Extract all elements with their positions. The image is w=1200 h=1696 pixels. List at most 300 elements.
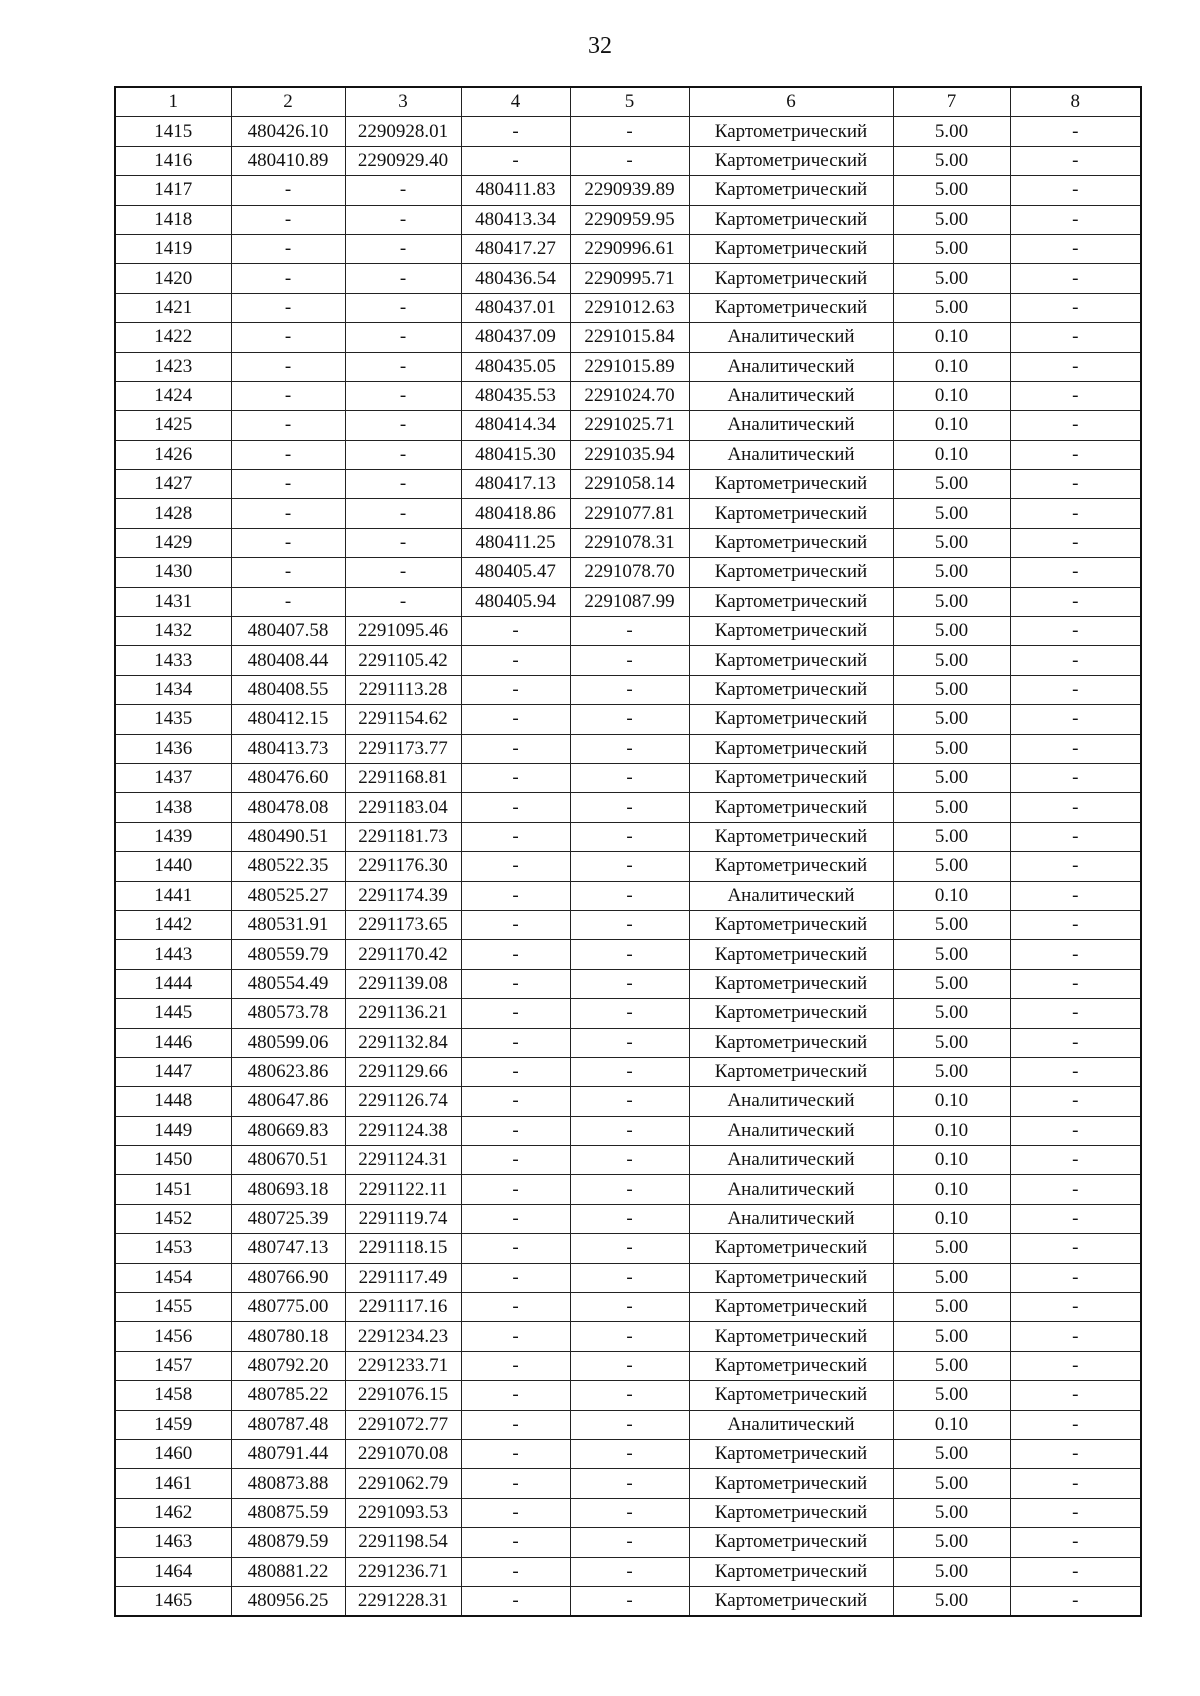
cell-y-coordinate-new: - (570, 1322, 689, 1351)
cell-note: - (1010, 1322, 1141, 1351)
cell-point-number: 1443 (115, 940, 231, 969)
cell-accuracy: 5.00 (893, 822, 1010, 851)
table-body (115, 117, 1141, 1616)
table-row (115, 1234, 1141, 1263)
cell-y-coordinate: - (345, 234, 461, 263)
page-number: 32 (588, 33, 612, 59)
cell-x-coordinate-new: 480437.01 (461, 293, 570, 322)
cell-x-coordinate: 480623.86 (231, 1057, 345, 1086)
cell-x-coordinate: 480426.10 (231, 117, 345, 146)
cell-x-coordinate: 480407.58 (231, 617, 345, 646)
cell-point-number: 1454 (115, 1263, 231, 1292)
cell-x-coordinate-new: 480414.34 (461, 411, 570, 440)
cell-x-coordinate: - (231, 381, 345, 410)
cell-note: - (1010, 234, 1141, 263)
cell-note: - (1010, 999, 1141, 1028)
table-row (115, 617, 1141, 646)
cell-accuracy: 5.00 (893, 1263, 1010, 1292)
cell-note: - (1010, 763, 1141, 792)
cell-y-coordinate: - (345, 293, 461, 322)
cell-accuracy: 0.10 (893, 440, 1010, 469)
cell-accuracy: 5.00 (893, 617, 1010, 646)
table-row (115, 940, 1141, 969)
cell-y-coordinate-new: - (570, 705, 689, 734)
cell-method: Картометрический (689, 822, 893, 851)
cell-x-coordinate: - (231, 528, 345, 557)
cell-point-number: 1450 (115, 1146, 231, 1175)
cell-x-coordinate: 480408.55 (231, 675, 345, 704)
cell-x-coordinate-new: 480405.94 (461, 587, 570, 616)
cell-y-coordinate: - (345, 381, 461, 410)
cell-method: Картометрический (689, 1028, 893, 1057)
cell-point-number: 1416 (115, 146, 231, 175)
cell-method: Картометрический (689, 1351, 893, 1380)
cell-point-number: 1440 (115, 852, 231, 881)
cell-y-coordinate: - (345, 205, 461, 234)
cell-point-number: 1429 (115, 528, 231, 557)
cell-note: - (1010, 587, 1141, 616)
cell-x-coordinate: - (231, 234, 345, 263)
table-row (115, 470, 1141, 499)
cell-x-coordinate: 480525.27 (231, 881, 345, 910)
cell-y-coordinate-new: - (570, 646, 689, 675)
cell-accuracy: 5.00 (893, 558, 1010, 587)
cell-point-number: 1463 (115, 1528, 231, 1557)
cell-x-coordinate: 480747.13 (231, 1234, 345, 1263)
cell-note: - (1010, 528, 1141, 557)
cell-note: - (1010, 1557, 1141, 1586)
cell-x-coordinate-new: - (461, 117, 570, 146)
cell-x-coordinate: - (231, 411, 345, 440)
cell-y-coordinate-new: - (570, 1087, 689, 1116)
cell-accuracy: 0.10 (893, 1410, 1010, 1439)
cell-x-coordinate-new: - (461, 822, 570, 851)
cell-y-coordinate-new: 2291012.63 (570, 293, 689, 322)
cell-method: Картометрический (689, 999, 893, 1028)
cell-method: Картометрический (689, 1557, 893, 1586)
cell-x-coordinate-new: 480435.53 (461, 381, 570, 410)
cell-x-coordinate-new: - (461, 1293, 570, 1322)
table-row (115, 117, 1141, 146)
cell-point-number: 1444 (115, 969, 231, 998)
cell-point-number: 1423 (115, 352, 231, 381)
cell-x-coordinate-new: 480436.54 (461, 264, 570, 293)
cell-point-number: 1462 (115, 1498, 231, 1527)
cell-method: Аналитический (689, 440, 893, 469)
cell-point-number: 1449 (115, 1116, 231, 1145)
cell-x-coordinate-new: - (461, 999, 570, 1028)
table-row (115, 293, 1141, 322)
cell-x-coordinate-new: 480417.27 (461, 234, 570, 263)
table-row (115, 1351, 1141, 1380)
cell-note: - (1010, 411, 1141, 440)
cell-x-coordinate-new: - (461, 705, 570, 734)
cell-note: - (1010, 1234, 1141, 1263)
table-row (115, 881, 1141, 910)
cell-y-coordinate: 2291118.15 (345, 1234, 461, 1263)
cell-x-coordinate-new: - (461, 1234, 570, 1263)
cell-accuracy: 0.10 (893, 381, 1010, 410)
cell-method: Картометрический (689, 940, 893, 969)
cell-point-number: 1442 (115, 910, 231, 939)
column-header-3: 3 (345, 87, 461, 117)
table-row (115, 705, 1141, 734)
table-row (115, 969, 1141, 998)
cell-point-number: 1452 (115, 1204, 231, 1233)
cell-accuracy: 0.10 (893, 1146, 1010, 1175)
table-row (115, 1087, 1141, 1116)
cell-point-number: 1430 (115, 558, 231, 587)
cell-accuracy: 5.00 (893, 499, 1010, 528)
cell-x-coordinate: 480410.89 (231, 146, 345, 175)
cell-x-coordinate: - (231, 440, 345, 469)
cell-y-coordinate: 2291126.74 (345, 1087, 461, 1116)
cell-x-coordinate-new: - (461, 1028, 570, 1057)
cell-accuracy: 5.00 (893, 1528, 1010, 1557)
cell-point-number: 1457 (115, 1351, 231, 1380)
cell-x-coordinate-new: - (461, 1322, 570, 1351)
cell-y-coordinate: 2290928.01 (345, 117, 461, 146)
cell-x-coordinate: 480490.51 (231, 822, 345, 851)
cell-note: - (1010, 881, 1141, 910)
cell-note: - (1010, 1293, 1141, 1322)
cell-accuracy: 0.10 (893, 1087, 1010, 1116)
cell-y-coordinate-new: - (570, 1175, 689, 1204)
cell-x-coordinate-new: - (461, 1116, 570, 1145)
cell-method: Картометрический (689, 1057, 893, 1086)
cell-point-number: 1464 (115, 1557, 231, 1586)
cell-x-coordinate-new: - (461, 617, 570, 646)
table-row (115, 264, 1141, 293)
cell-y-coordinate-new: - (570, 822, 689, 851)
cell-y-coordinate: 2291062.79 (345, 1469, 461, 1498)
cell-method: Аналитический (689, 1087, 893, 1116)
cell-x-coordinate-new: - (461, 1439, 570, 1468)
table-row (115, 1439, 1141, 1468)
cell-method: Картометрический (689, 1586, 893, 1616)
cell-y-coordinate-new: 2291015.89 (570, 352, 689, 381)
cell-note: - (1010, 1439, 1141, 1468)
cell-x-coordinate-new: - (461, 763, 570, 792)
cell-x-coordinate: 480478.08 (231, 793, 345, 822)
cell-note: - (1010, 205, 1141, 234)
cell-accuracy: 0.10 (893, 411, 1010, 440)
cell-y-coordinate-new: - (570, 1146, 689, 1175)
cell-method: Картометрический (689, 793, 893, 822)
cell-x-coordinate: - (231, 323, 345, 352)
cell-y-coordinate-new: - (570, 763, 689, 792)
cell-method: Картометрический (689, 264, 893, 293)
cell-note: - (1010, 264, 1141, 293)
table-row (115, 675, 1141, 704)
cell-x-coordinate-new: 480411.25 (461, 528, 570, 557)
cell-point-number: 1418 (115, 205, 231, 234)
cell-method: Аналитический (689, 881, 893, 910)
cell-y-coordinate: 2291129.66 (345, 1057, 461, 1086)
cell-note: - (1010, 940, 1141, 969)
cell-method: Аналитический (689, 1116, 893, 1145)
table-row (115, 205, 1141, 234)
cell-x-coordinate: 480791.44 (231, 1439, 345, 1468)
cell-y-coordinate-new: - (570, 1116, 689, 1145)
cell-x-coordinate: - (231, 205, 345, 234)
cell-method: Картометрический (689, 1439, 893, 1468)
cell-note: - (1010, 323, 1141, 352)
cell-note: - (1010, 1028, 1141, 1057)
cell-y-coordinate: 2291124.38 (345, 1116, 461, 1145)
cell-accuracy: 5.00 (893, 1439, 1010, 1468)
cell-accuracy: 5.00 (893, 234, 1010, 263)
cell-y-coordinate: 2291139.08 (345, 969, 461, 998)
cell-x-coordinate-new: - (461, 1586, 570, 1616)
cell-x-coordinate-new: - (461, 1410, 570, 1439)
column-header-4: 4 (461, 87, 570, 117)
cell-y-coordinate: - (345, 176, 461, 205)
cell-note: - (1010, 1263, 1141, 1292)
cell-x-coordinate: 480412.15 (231, 705, 345, 734)
cell-y-coordinate: 2291113.28 (345, 675, 461, 704)
cell-point-number: 1453 (115, 1234, 231, 1263)
cell-x-coordinate: 480670.51 (231, 1146, 345, 1175)
table-row (115, 1381, 1141, 1410)
cell-method: Картометрический (689, 558, 893, 587)
cell-note: - (1010, 1498, 1141, 1527)
cell-x-coordinate: - (231, 499, 345, 528)
cell-y-coordinate-new: - (570, 1263, 689, 1292)
cell-note: - (1010, 146, 1141, 175)
cell-point-number: 1445 (115, 999, 231, 1028)
cell-point-number: 1460 (115, 1439, 231, 1468)
cell-x-coordinate: 480559.79 (231, 940, 345, 969)
cell-y-coordinate-new: 2290995.71 (570, 264, 689, 293)
cell-y-coordinate-new: - (570, 1381, 689, 1410)
cell-y-coordinate: 2291070.08 (345, 1439, 461, 1468)
cell-accuracy: 5.00 (893, 1381, 1010, 1410)
cell-y-coordinate: 2291173.77 (345, 734, 461, 763)
cell-note: - (1010, 1381, 1141, 1410)
cell-y-coordinate-new: - (570, 117, 689, 146)
cell-x-coordinate-new: - (461, 1146, 570, 1175)
cell-method: Картометрический (689, 1469, 893, 1498)
cell-note: - (1010, 734, 1141, 763)
table-row (115, 1028, 1141, 1057)
cell-y-coordinate: - (345, 352, 461, 381)
cell-note: - (1010, 176, 1141, 205)
table-row (115, 411, 1141, 440)
cell-note: - (1010, 381, 1141, 410)
cell-x-coordinate-new: - (461, 881, 570, 910)
cell-y-coordinate-new: - (570, 940, 689, 969)
cell-y-coordinate: 2291183.04 (345, 793, 461, 822)
cell-point-number: 1441 (115, 881, 231, 910)
cell-accuracy: 5.00 (893, 910, 1010, 939)
cell-method: Картометрический (689, 528, 893, 557)
cell-accuracy: 5.00 (893, 675, 1010, 704)
cell-note: - (1010, 910, 1141, 939)
cell-y-coordinate-new: - (570, 734, 689, 763)
cell-y-coordinate: 2291176.30 (345, 852, 461, 881)
cell-accuracy: 5.00 (893, 705, 1010, 734)
cell-method: Картометрический (689, 234, 893, 263)
cell-y-coordinate-new: 2290959.95 (570, 205, 689, 234)
cell-x-coordinate: 480408.44 (231, 646, 345, 675)
cell-accuracy: 5.00 (893, 852, 1010, 881)
table-row (115, 381, 1141, 410)
cell-x-coordinate-new: - (461, 1351, 570, 1380)
cell-accuracy: 0.10 (893, 881, 1010, 910)
cell-x-coordinate: 480573.78 (231, 999, 345, 1028)
table-row (115, 176, 1141, 205)
cell-y-coordinate-new: - (570, 1528, 689, 1557)
cell-x-coordinate: 480647.86 (231, 1087, 345, 1116)
cell-method: Картометрический (689, 852, 893, 881)
table-row (115, 822, 1141, 851)
cell-point-number: 1422 (115, 323, 231, 352)
table-row (115, 558, 1141, 587)
cell-y-coordinate: 2291233.71 (345, 1351, 461, 1380)
cell-method: Аналитический (689, 1204, 893, 1233)
cell-x-coordinate: - (231, 352, 345, 381)
cell-y-coordinate-new: 2291015.84 (570, 323, 689, 352)
cell-accuracy: 5.00 (893, 793, 1010, 822)
cell-note: - (1010, 1057, 1141, 1086)
cell-note: - (1010, 1116, 1141, 1145)
cell-y-coordinate: - (345, 528, 461, 557)
cell-accuracy: 5.00 (893, 176, 1010, 205)
cell-y-coordinate-new: 2291078.70 (570, 558, 689, 587)
table-row (115, 1410, 1141, 1439)
table-row (115, 234, 1141, 263)
cell-y-coordinate: 2291119.74 (345, 1204, 461, 1233)
table-row (115, 1057, 1141, 1086)
cell-y-coordinate: - (345, 587, 461, 616)
cell-point-number: 1427 (115, 470, 231, 499)
cell-y-coordinate: 2291076.15 (345, 1381, 461, 1410)
cell-point-number: 1431 (115, 587, 231, 616)
cell-point-number: 1436 (115, 734, 231, 763)
cell-note: - (1010, 1469, 1141, 1498)
cell-accuracy: 0.10 (893, 352, 1010, 381)
cell-note: - (1010, 499, 1141, 528)
cell-x-coordinate: 480725.39 (231, 1204, 345, 1233)
cell-point-number: 1433 (115, 646, 231, 675)
cell-method: Картометрический (689, 1293, 893, 1322)
cell-y-coordinate-new: 2291035.94 (570, 440, 689, 469)
cell-accuracy: 5.00 (893, 940, 1010, 969)
cell-x-coordinate-new: 480437.09 (461, 323, 570, 352)
cell-y-coordinate-new: - (570, 793, 689, 822)
cell-accuracy: 5.00 (893, 763, 1010, 792)
cell-y-coordinate-new: - (570, 1028, 689, 1057)
cell-x-coordinate-new: - (461, 1381, 570, 1410)
table-row (115, 323, 1141, 352)
cell-accuracy: 0.10 (893, 323, 1010, 352)
cell-x-coordinate-new: 480411.83 (461, 176, 570, 205)
cell-method: Картометрический (689, 705, 893, 734)
cell-y-coordinate: 2291105.42 (345, 646, 461, 675)
cell-y-coordinate-new: - (570, 1469, 689, 1498)
cell-x-coordinate-new: - (461, 1469, 570, 1498)
table-row (115, 999, 1141, 1028)
table-row (115, 1586, 1141, 1616)
cell-x-coordinate: - (231, 293, 345, 322)
cell-method: Картометрический (689, 969, 893, 998)
table-row (115, 763, 1141, 792)
cell-y-coordinate-new: 2290996.61 (570, 234, 689, 263)
table-row (115, 1263, 1141, 1292)
cell-accuracy: 5.00 (893, 264, 1010, 293)
cell-accuracy: 5.00 (893, 1322, 1010, 1351)
table-row (115, 1557, 1141, 1586)
cell-method: Аналитический (689, 1175, 893, 1204)
cell-x-coordinate-new: 480415.30 (461, 440, 570, 469)
cell-note: - (1010, 558, 1141, 587)
cell-accuracy: 5.00 (893, 117, 1010, 146)
cell-x-coordinate-new: - (461, 1528, 570, 1557)
cell-accuracy: 5.00 (893, 1057, 1010, 1086)
cell-x-coordinate: 480875.59 (231, 1498, 345, 1527)
column-header-7: 7 (893, 87, 1010, 117)
cell-method: Картометрический (689, 205, 893, 234)
cell-x-coordinate-new: - (461, 1057, 570, 1086)
cell-method: Аналитический (689, 1410, 893, 1439)
cell-y-coordinate: 2291181.73 (345, 822, 461, 851)
cell-method: Картометрический (689, 587, 893, 616)
cell-note: - (1010, 440, 1141, 469)
cell-accuracy: 5.00 (893, 999, 1010, 1028)
cell-accuracy: 5.00 (893, 1557, 1010, 1586)
coordinates-table (114, 86, 1142, 1617)
cell-accuracy: 0.10 (893, 1204, 1010, 1233)
cell-x-coordinate-new: 480405.47 (461, 558, 570, 587)
cell-method: Картометрический (689, 910, 893, 939)
cell-x-coordinate-new: - (461, 146, 570, 175)
cell-accuracy: 5.00 (893, 293, 1010, 322)
table-row (115, 734, 1141, 763)
cell-y-coordinate-new: - (570, 1439, 689, 1468)
cell-accuracy: 5.00 (893, 1498, 1010, 1527)
table-row (115, 1322, 1141, 1351)
cell-point-number: 1458 (115, 1381, 231, 1410)
cell-x-coordinate: 480792.20 (231, 1351, 345, 1380)
cell-point-number: 1448 (115, 1087, 231, 1116)
cell-x-coordinate-new: - (461, 1087, 570, 1116)
cell-y-coordinate-new: - (570, 1498, 689, 1527)
cell-x-coordinate-new: - (461, 734, 570, 763)
cell-y-coordinate-new: 2291058.14 (570, 470, 689, 499)
cell-point-number: 1455 (115, 1293, 231, 1322)
cell-point-number: 1456 (115, 1322, 231, 1351)
cell-y-coordinate: 2291095.46 (345, 617, 461, 646)
cell-x-coordinate-new: - (461, 1263, 570, 1292)
cell-x-coordinate: 480775.00 (231, 1293, 345, 1322)
cell-accuracy: 5.00 (893, 205, 1010, 234)
cell-method: Картометрический (689, 470, 893, 499)
cell-x-coordinate: - (231, 264, 345, 293)
cell-x-coordinate-new: - (461, 1204, 570, 1233)
cell-note: - (1010, 1410, 1141, 1439)
cell-point-number: 1446 (115, 1028, 231, 1057)
cell-x-coordinate: 480766.90 (231, 1263, 345, 1292)
cell-y-coordinate: 2291117.49 (345, 1263, 461, 1292)
cell-x-coordinate-new: - (461, 940, 570, 969)
cell-note: - (1010, 822, 1141, 851)
cell-x-coordinate-new: 480417.13 (461, 470, 570, 499)
cell-y-coordinate: - (345, 558, 461, 587)
cell-method: Картометрический (689, 117, 893, 146)
cell-note: - (1010, 293, 1141, 322)
cell-accuracy: 5.00 (893, 646, 1010, 675)
